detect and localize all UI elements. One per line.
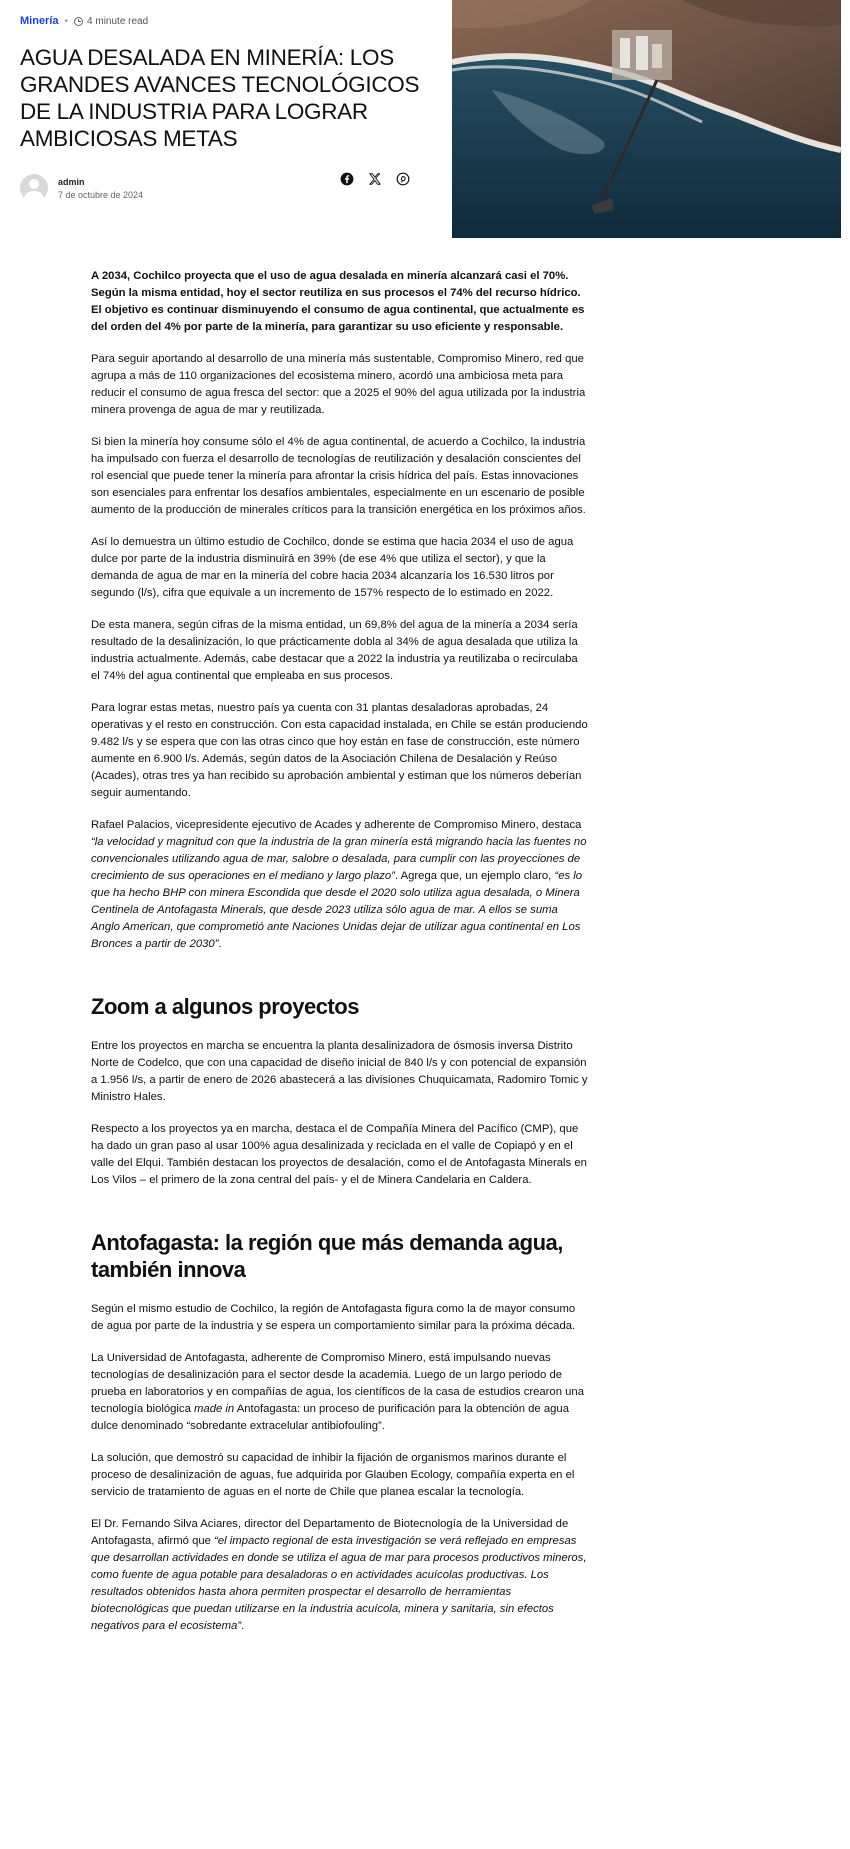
paragraph-text: La Universidad de Antofagasta, adherente de Compromiso Minero, está impulsando nuevas tecnologías de desalinización para el sector desde la academia. Luego de un largo periodo de prueba en laboratorios y en compañías de agua, los científicos de la casa de estudios crearon una tecnología biológica xyxy=(91,1352,584,1415)
section-heading: Zoom a algunos proyectos xyxy=(91,994,359,1019)
paragraph: Según el mismo estudio de Cochilco, la región de Antofagasta figura como la de mayor consumo de agua por parte de la industria y se espera un comportamiento similar para la próxima década. xyxy=(91,1303,576,1332)
paragraph-text: . Agrega que, un ejemplo claro, xyxy=(394,870,555,882)
x-icon[interactable] xyxy=(368,172,382,186)
category-link[interactable]: Minería xyxy=(20,15,59,27)
facebook-icon[interactable] xyxy=(340,172,354,186)
article-header xyxy=(0,0,850,240)
paragraph-text: Rafael Palacios, vicepresidente ejecutivo de Acades y adherente de Compromiso Minero, destaca xyxy=(91,819,582,831)
pinterest-icon[interactable] xyxy=(396,172,410,186)
avatar[interactable] xyxy=(20,174,48,202)
paragraph: Si bien la minería hoy consume sólo el 4% de agua continental, de acuerdo a Cochilco, la industria ha impulsado con fuerza el desarrollo de tecnologías de reutilización y desalación conscientes del rol esencial que puede tener la minería para afrontar la crisis hídrica del país. Estas innovaciones son esenciales para enfrentar los desafíos ambientales, especialmente en un escenario de posible aumento de la producción de minerales críticos para la transición energética en los próximos años. xyxy=(91,436,586,516)
paragraph-text: Antofagasta: un proceso de purificación para la obtención de agua dulce denominado “sobredante extracelular antibiofouling”. xyxy=(91,1403,569,1432)
article-body xyxy=(91,268,589,1650)
paragraph: Para seguir aportando al desarrollo de una minería más sustentable, Compromiso Minero, red que agrupa a más de 110 organizaciones del ecosistema minero, acordó una ambiciosa meta para reducir el consumo de agua fresca del sector: que a 2025 el 90% del agua utilizada por la industria minera provenga de agua de mar y reutilizada. xyxy=(91,353,586,416)
publish-date: 7 de octubre de 2024 xyxy=(58,189,144,200)
paragraph: De esta manera, según cifras de la misma entidad, un 69,8% del agua de la minería a 2034 sería resultado de la desalinización, lo que prácticamente dobla al 34% de agua desalada que utiliza la industria actualmente. Además, cabe destacar que a 2022 la industria ya reutilizaba o recirculaba el 74% del agua continental que empleaba en sus procesos. xyxy=(91,619,578,682)
paragraph-text: . xyxy=(218,938,222,950)
meta-separator: • xyxy=(64,15,69,27)
hero-image xyxy=(452,0,841,238)
quote: “el impacto regional de esta investigación se verá reflejado en empresas que desarrollan actividades en donde se utiliza el agua de mar para procesos productivos mineros, como fuente de agua potable para desaladoras o en actividades acuícolas productivas. Los resultados obtenidos hasta ahora permiten prospectar el desarrollo de herramientas biotecnológicas que puedan utilizarse en la industria acuícola, minera y sanitaria, sin efectos negativos para el ecosistema” xyxy=(91,1535,587,1632)
paragraph-text: El Dr. Fernando Silva Aciares, director del Departamento de Biotecnología de la Universidad de Antofagasta, afirmó que xyxy=(91,1518,569,1547)
paragraph xyxy=(91,1350,589,1435)
read-time xyxy=(74,16,148,27)
article-lead: A 2034, Cochilco proyecta que el uso de agua desalada en minería alcanzará casi el 70%. Según la misma entidad, hoy el sector reutiliza en sus procesos el 74% del recurso hídrico. El objetivo es continuar disminuyendo el consumo de agua continental, que actualmente es del orden del 4% por parte de la minería, para garantizar su uso eficiente y responsable. xyxy=(91,270,585,333)
clock-icon xyxy=(74,17,83,26)
paragraph: La solución, que demostró su capacidad de inhibir la fijación de organismos marinos durante el proceso de desalinización de aguas, fue adquirida por Glauben Ecology, compañía experta en el servicio de tratamiento de aguas en el norte de Chile que planea escalar la tecnología. xyxy=(91,1452,575,1498)
quote: “es lo que ha hecho BHP con minera Escondida que desde el 2020 solo utiliza agua desalada, o Minera Centinela de Antofagasta Minerals, que desde 2023 utiliza sólo agua de mar. A ellos se suma Anglo American, que comprometió ante Naciones Unidas dejar de utilizar agua continental en Los Bronces a partir de 2030” xyxy=(91,870,583,950)
paragraph-text: . xyxy=(241,1620,245,1632)
read-time-label: 4 minute read xyxy=(87,15,149,27)
section-heading: Antofagasta: la región que más demanda agua, también innova xyxy=(91,1230,563,1282)
paragraph xyxy=(91,817,589,953)
author-block xyxy=(20,174,143,202)
paragraph: Para lograr estas metas, nuestro país ya cuenta con 31 plantas desaladoras aprobadas, 24 operativas y el resto en construcción. Con esta capacidad instalada, en Chile se están produciendo 9.482 l/s y se espera que con las otras cinco que hoy están en fase de construcción, este número aumente en 6.900 l/s. Además, según datos de la Asociación Chilena de Desalación y Reúso (Acades), otras tres ya han recibido su aprobación ambiental y estiman que los números deberían seguir aumentando. xyxy=(91,702,588,799)
article-meta xyxy=(20,15,148,27)
author-name[interactable]: admin xyxy=(58,176,85,187)
quote: “la velocidad y magnitud con que la industria de la gran minería está migrando hacia las fuentes no convencionales utilizando agua de mar, salobre o desalada, para cumplir con las proyecciones de crecimiento de sus operaciones en el mediano y largo plazo” xyxy=(91,836,587,882)
paragraph: Entre los proyectos en marcha se encuentra la planta desalinizadora de ósmosis inversa Distrito Norte de Codelco, que con una capacidad de diseño inicial de 840 l/s y con potencial de expansión a 1.956 l/s, a partir de enero de 2026 abastecerá a las divisiones Chuquicamata, Radomiro Tomic y Ministro Hales. xyxy=(91,1040,588,1103)
paragraph: Así lo demuestra un último estudio de Cochilco, donde se estima que hacia 2034 el uso de agua dulce por parte de la industria disminuirá en 39% (de ese 4% que utiliza el sector), y que la demanda de agua de mar en la minería del cobre hacia 2034 alcanzaría los 16.530 litros por segundo (l/s), cifra que equivale a un incremento de 157% respecto de lo estimado en 2022. xyxy=(91,536,574,599)
share-buttons xyxy=(340,172,410,186)
page-title: AGUA DESALADA EN MINERÍA: LOS GRANDES AVANCES TECNOLÓGICOS DE LA INDUSTRIA PARA LOGRAR AMBICIOSAS METAS xyxy=(20,45,420,151)
paragraph: Respecto a los proyectos ya en marcha, destaca el de Compañía Minera del Pacífico (CMP), que ha dado un gran paso al usar 100% agua desalinizada y reciclada en el valle de Copiapó y en el valle del Elqui. También destacan los proyectos de desalación, como el de Antofagasta Minerals en Los Vilos – el primero de la zona central del país- y el de Minera Candelaria en Caldera. xyxy=(91,1123,587,1186)
emphasis: made in xyxy=(194,1403,235,1415)
paragraph xyxy=(91,1516,589,1635)
